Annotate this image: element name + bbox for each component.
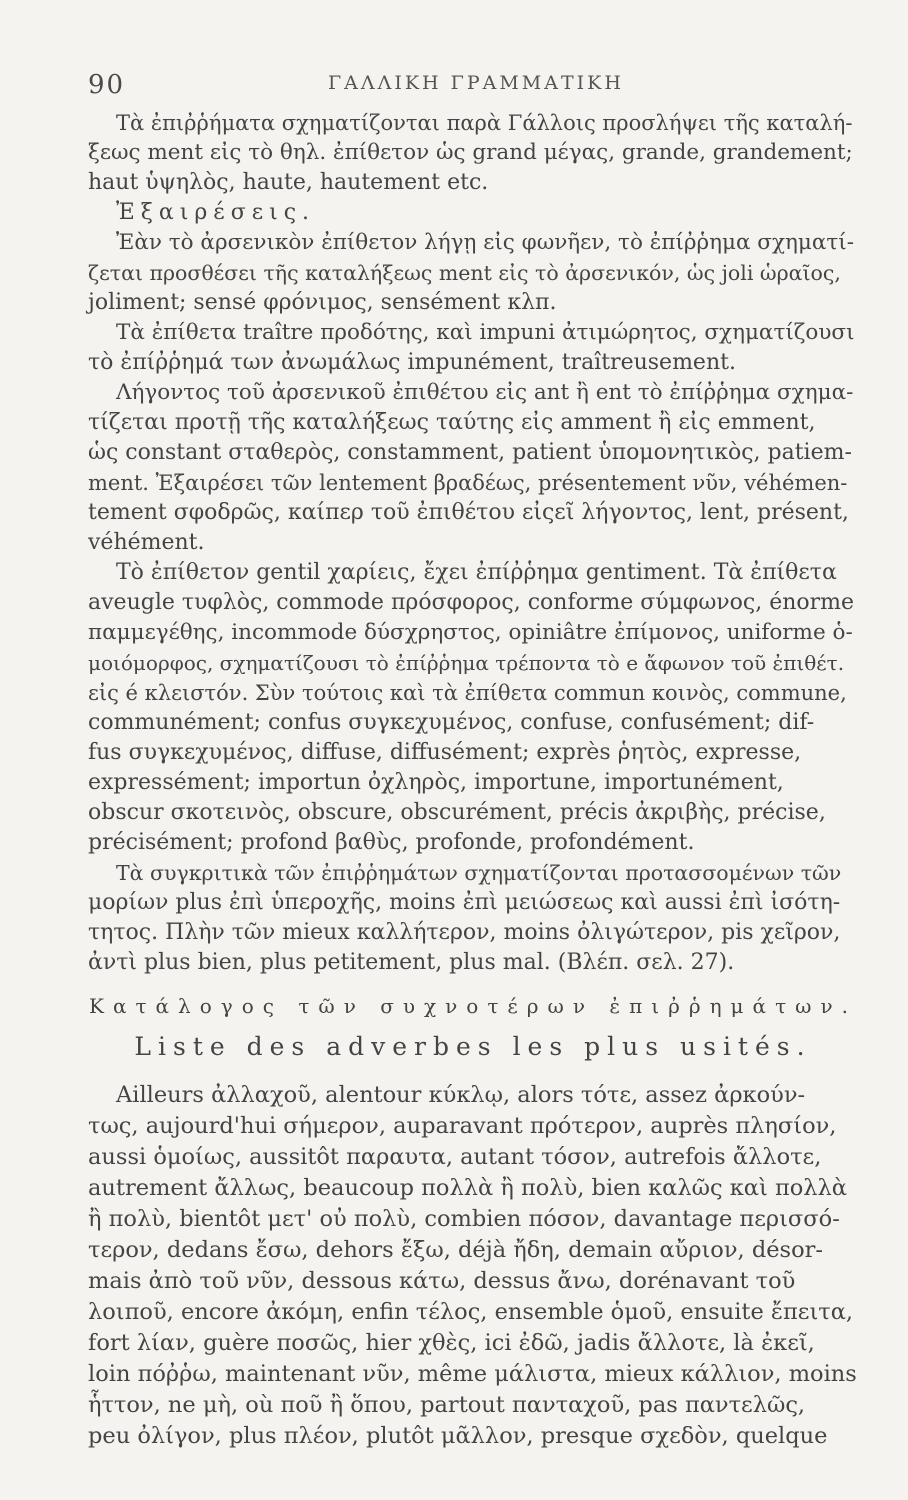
text-line: ὡς constant σταθερὸς, constamment, patient ὑπομονητικὸς, patiem- <box>88 440 852 465</box>
text-line: obscur σκοτεινὸς, obscure, obscurément, précis ἀκριβὴς, précise, <box>88 800 826 825</box>
text-line: haut ὑψηλὸς, haute, hautement etc. <box>88 170 489 195</box>
list-line: τερον, dedans ἔσω, dehors ἔξω, déjà ἤδη, demain αὔριον, désor- <box>88 1237 823 1263</box>
page-number: 90 <box>88 70 126 100</box>
text-line: εἰς é κλειστόν. Σὺν τούτοις καὶ τὰ ἐπίθετα commun κοινὸς, commune, <box>88 681 847 705</box>
text-line: μοιόμορφος, σχηματίζουσι τὸ ἐπίῤῥημα τρέποντα τὸ e ἄφωνον τοῦ ἐπιθέτ. <box>88 651 845 675</box>
list-line: peu ὀλίγον, plus πλέον, plutôt μᾶλλον, presque σχεδὸν, quelque <box>88 1423 828 1449</box>
section-heading: Ἐξαιρέσεις. <box>116 200 316 225</box>
text-line: ment. Ἐξαιρέσει τῶν lentement βραδέως, présentement νῦν, véhémen- <box>88 471 848 495</box>
list-line: autrement ἄλλως, beaucoup πολλὰ ἢ πολὺ, bien καλῶς καὶ πολλὰ <box>88 1175 848 1201</box>
text-line: Τὰ συγκριτικὰ τῶν ἐπιῤῥημάτων σχηματίζονται προτασσομένων τῶν <box>116 861 842 885</box>
text-line: Ἐὰν τὸ ἀρσενικὸν ἐπίθετον λήγῃ εἰς φωνῆεν, τὸ ἐπίῤῥημα σχηματί- <box>116 230 854 255</box>
text-line: τὸ ἐπίῤῥημά των ἀνωμάλως impunément, traîtreusement. <box>88 350 736 375</box>
text-line: précisément; profond βαθὺς, profonde, profondément. <box>88 830 695 855</box>
text-line: tement σφοδρῶς, καίπερ τοῦ ἐπιθέτου εἰςεῖ λήγοντος, lent, présent, <box>88 500 849 525</box>
list-heading-french: Liste des adverbes les plus usités. <box>134 1032 812 1061</box>
text-line: fus συγκεχυμένος, diffuse, diffusément; exprès ῥητὸς, expresse, <box>88 740 802 765</box>
running-title: ΓΑΛΛΙΚΗ ΓΡΑΜΜΑΤΙΚΗ <box>328 72 624 94</box>
page-header <box>88 62 848 102</box>
list-heading-greek: Κατάλογος τῶν συχνοτέρων ἐπιῤῥημάτων. <box>89 994 857 1018</box>
list-line: ἢ πολὺ, bientôt μετ' οὐ πολὺ, combien πόσον, davantage περισσό- <box>88 1206 840 1232</box>
text-line: communément; confus συγκεχυμένος, confuse, confusément; dif- <box>88 710 815 735</box>
text-line: παμμεγέθης, incommode δύσχρηστος, opiniâtre ἐπίμονος, uniforme ὁ- <box>88 620 853 645</box>
text-line: μορίων plus ἐπὶ ὑπεροχῆς, moins ἐπὶ μειώσεως καὶ aussi ἐπὶ ἰσότη- <box>88 890 841 915</box>
text-line: Λήγοντος τοῦ ἀρσενικοῦ ἐπιθέτου εἰς ant ἢ ent τὸ ἐπίῤῥημα σχημα- <box>116 380 854 405</box>
text-line: ἀντὶ plus bien, plus petitement, plus mal. (Βλέπ. σελ. 27). <box>88 950 735 975</box>
text-line: Τὸ ἐπίθετον gentil χαρίεις, ἔχει ἐπίῤῥημα gentiment. Τὰ ἐπίθετα <box>116 560 837 585</box>
list-line: Ailleurs ἀλλαχοῦ, alentour κύκλῳ, alors τότε, assez ἀρκούν- <box>116 1082 806 1108</box>
list-line: fort λίαν, guère ποσῶς, hier χθὲς, ici ἐδῶ, jadis ἄλλοτε, là ἐκεῖ, <box>88 1330 815 1356</box>
text-line: Τὰ ἐπιῤῥήματα σχηματίζονται παρὰ Γάλλοις προσλήψει τῆς καταλή- <box>116 111 853 135</box>
list-line: loin πόῤῥω, maintenant νῦν, même μάλιστα, mieux κάλλιον, moins <box>88 1361 857 1387</box>
text-line: τίζεται προτῇ τῆς καταλήξεως ταύτης εἰς amment ἢ εἰς emment, <box>88 410 816 435</box>
text-line: Τὰ ἐπίθετα traître προδότης, καὶ impuni ἀτιμώρητος, σχηματίζουσι <box>116 320 855 345</box>
text-line: ζεται προσθέσει τῆς καταλήξεως ment εἰς τὸ ἀρσενικόν, ὡς joli ὡραῖος, <box>88 261 841 285</box>
text-line: expressément; importun ὀχληρὸς, importune, importunément, <box>88 770 784 795</box>
adverb-list <box>88 1080 858 1452</box>
text-line: ξεως ment εἰς τὸ θηλ. ἐπίθετον ὡς grand μέγας, grande, grandement; <box>88 140 853 165</box>
list-line: τως, aujourd'hui σήμερον, auparavant πρότερον, auprès πλησίον, <box>88 1113 837 1139</box>
text-line: joliment; sensé φρόνιμος, sensément κλπ. <box>88 290 557 315</box>
list-line: aussi ὁμοίως, aussitôt παραυτα, autant τόσον, autrefois ἄλλοτε, <box>88 1144 822 1170</box>
text-line: τητος. Πλὴν τῶν mieux καλλήτερον, moins ὀλιγώτερον, pis χεῖρον, <box>88 920 841 945</box>
text-line: aveugle τυφλὸς, commode πρόσφορος, conforme σύμφωνος, énorme <box>88 590 855 615</box>
list-line: ἧττον, ne μὴ, où ποῦ ἢ ὅπου, partout πανταχοῦ, pas παντελῶς, <box>88 1392 806 1418</box>
text-line: véhément. <box>88 530 205 555</box>
list-line: mais ἀπὸ τοῦ νῦν, dessous κάτω, dessus ἄνω, dorénavant τοῦ <box>88 1268 796 1294</box>
body-text <box>88 108 858 1452</box>
list-line: λοιποῦ, encore ἀκόμη, enfin τέλος, ensemble ὁμοῦ, ensuite ἔπειτα, <box>88 1299 854 1325</box>
